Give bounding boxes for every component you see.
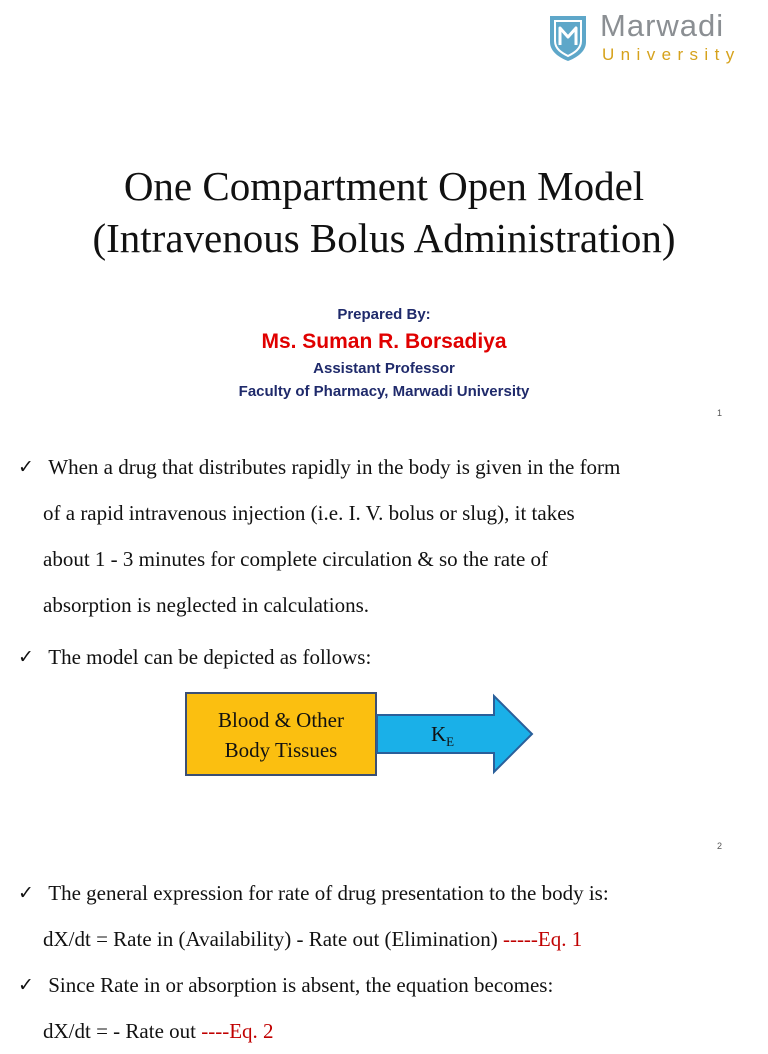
equation-1-text: dX/dt = Rate in (Availability) - Rate out (Elimination) <box>43 927 503 951</box>
author-name: Ms. Suman R. Borsadiya <box>261 330 507 353</box>
logo-sub-text: University <box>602 45 741 64</box>
check-icon: ✓ <box>18 456 34 478</box>
equation-2-label: ----Eq. 2 <box>201 1019 274 1043</box>
bullet-3-text: The general expression for rate of drug presentation to the body is: <box>48 881 609 905</box>
equation-2 <box>43 1008 743 1054</box>
bullet-2-text: The model can be depicted as follows: <box>48 645 372 669</box>
elimination-arrow-icon <box>376 694 534 774</box>
content-slide-3 <box>0 862 768 1043</box>
content-slide-2 <box>0 428 768 858</box>
check-icon: ✓ <box>18 974 34 996</box>
compartment-box <box>185 692 377 776</box>
equation-2-text: dX/dt = - Rate out <box>43 1019 202 1043</box>
bullet-1-line-2: of a rapid intravenous injection (i.e. I. V. bolus or slug), it takes <box>43 501 575 525</box>
ke-subscript: E <box>446 734 455 750</box>
title-slide <box>0 0 768 425</box>
title-line-2: (Intravenous Bolus Administration) <box>92 215 676 261</box>
bullet-3 <box>18 870 609 916</box>
check-icon: ✓ <box>18 646 34 668</box>
title-line-1: One Compartment Open Model <box>123 163 645 209</box>
equation-1-label: -----Eq. 1 <box>502 927 583 951</box>
slide-title <box>0 160 768 264</box>
logo-brand-text: Marwadi <box>600 8 725 43</box>
bullet-2 <box>18 634 371 680</box>
page-number: 2 <box>716 841 722 851</box>
bullet-1 <box>18 444 620 490</box>
box-line-1: Blood & Other <box>218 708 344 732</box>
marwadi-logo <box>546 8 758 64</box>
box-line-2: Body Tissues <box>224 738 338 762</box>
elimination-constant-label <box>431 722 454 750</box>
shield-logo-icon <box>546 12 590 62</box>
bullet-1-line-3: about 1 - 3 minutes for complete circulation & so the rate of <box>43 547 549 571</box>
prepared-by-label: Prepared By: <box>337 306 431 323</box>
ke-main: K <box>431 722 447 746</box>
bullet-4-text: Since Rate in or absorption is absent, the equation becomes: <box>48 973 554 997</box>
check-icon: ✓ <box>18 882 34 904</box>
page-number: 1 <box>716 408 722 418</box>
bullet-1-line-4: absorption is neglected in calculations. <box>43 593 369 617</box>
bullet-4 <box>18 962 553 1008</box>
bullet-1-line-1: When a drug that distributes rapidly in the body is given in the form <box>48 455 621 479</box>
author-role: Assistant Professor <box>313 360 455 377</box>
equation-1 <box>43 916 743 962</box>
author-faculty: Faculty of Pharmacy, Marwadi University <box>238 383 530 400</box>
